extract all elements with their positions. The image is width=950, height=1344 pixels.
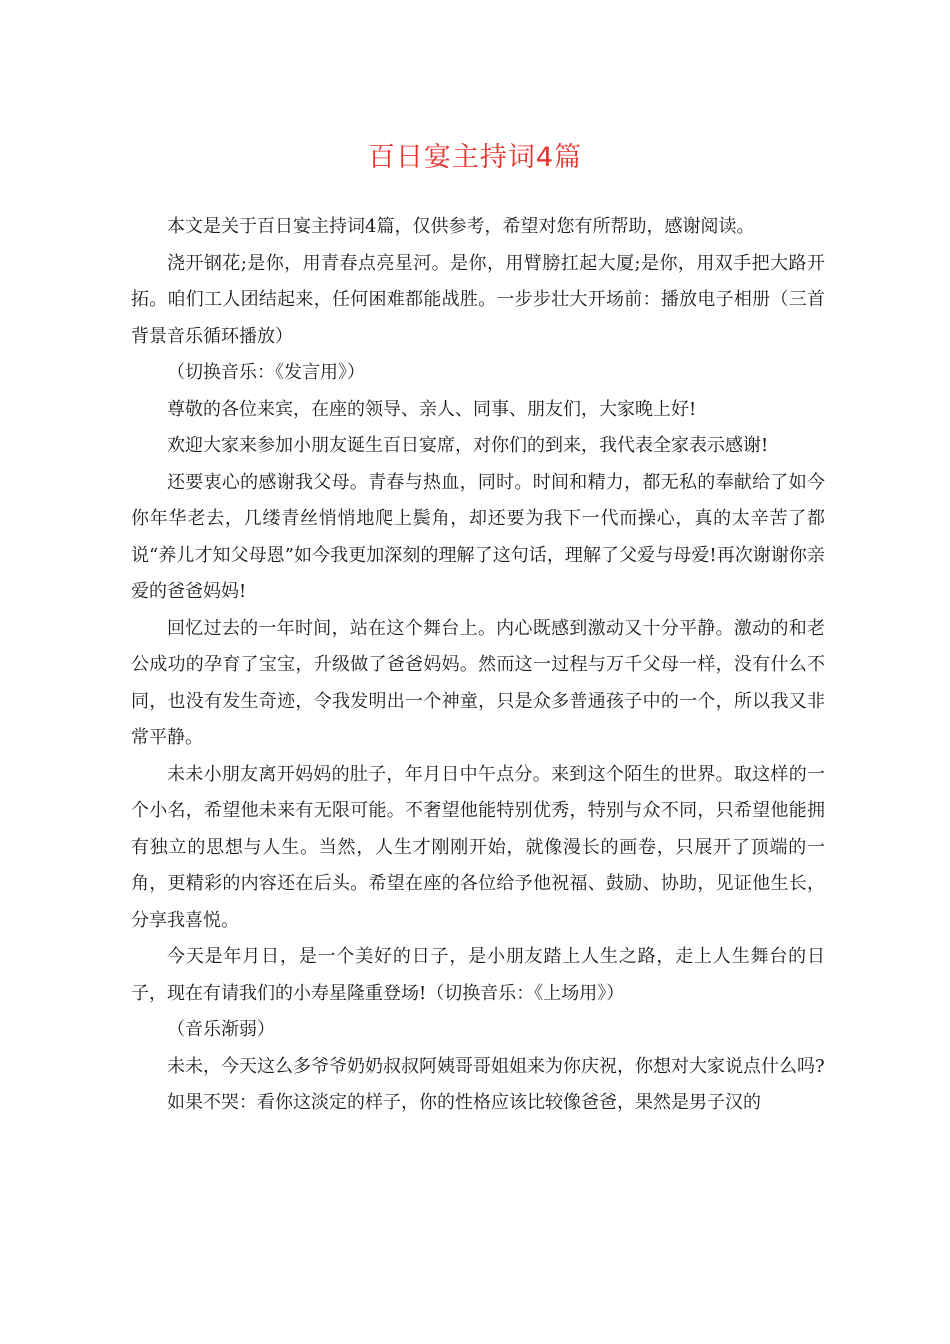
document-title: 百日宴主持词4篇 — [367, 142, 583, 173]
paragraph-opening: 浇开钢花;是你，用青春点亮星河。是你，用臂膀扛起大厦;是你，用双手把大路开拓。咱们工人团结起来，任何困难都能战胜。一步步壮大开场前：播放电子相册（三首背景音乐循环播放） — [131, 252, 825, 347]
paragraph-music-fade: （音乐渐弱） — [167, 1019, 275, 1040]
paragraph-if-not-crying: 如果不哭：看你这淡定的样子，你的性格应该比较像爸爸，果然是男子汉的 — [167, 1092, 761, 1113]
paragraph-greeting: 尊敬的各位来宾，在座的领导、亲人、同事、朋友们，大家晚上好! — [167, 398, 697, 420]
paragraph-welcome: 欢迎大家来参加小朋友诞生百日宴席，对你们的到来，我代表全家表示感谢! — [167, 435, 769, 456]
paragraph-today: 今天是年月日，是一个美好的日子，是小朋友踏上人生之路，走上人生舞台的日子，现在有请我们的小寿星隆重登场!（切换音乐：《上场用》） — [131, 946, 825, 1004]
paragraph-intro: 本文是关于百日宴主持词4篇，仅供参考，希望对您有所帮助，感谢阅读。 — [167, 216, 755, 237]
document-body — [131, 209, 825, 1122]
paragraph-recollection: 回忆过去的一年时间，站在这个舞台上。内心既感到激动又十分平静。激动的和老公成功的孕育了宝宝，升级做了爸爸妈妈。然而这一过程与万千父母一样，没有什么不同，也没有发生奇迹，令我发明出一个神童，只是众多普通孩子中的一个，所以我又非常平静。 — [131, 617, 825, 748]
paragraph-music-switch-speech: （切换音乐：《发言用》） — [167, 362, 365, 383]
paragraph-baby-birth: 未未小朋友离开妈妈的肚子，年月日中午点分。来到这个陌生的世界。取这样的一个小名，希望他未来有无限可能。不奢望他能特别优秀，特别与众不同，只希望他能拥有独立的思想与人生。当然，人生才刚刚开始，就像漫长的画卷，只展开了顶端的一角，更精彩的内容还在后头。希望在座的各位给予他祝福、鼓励、协助，见证他生长，分享我喜悦。 — [131, 763, 825, 931]
paragraph-thanks-parents: 还要衷心的感谢我父母。青春与热血，同时。时间和精力，都无私的奉献给了如今你年华老去，几缕青丝悄悄地爬上鬓角，却还要为我下一代而操心，真的太辛苦了都说“养儿才知父母恩”如今我更加深刻的理解了这句话，理解了父爱与母爱!再次谢谢你亲爱的爸爸妈妈! — [131, 471, 825, 602]
paragraph-question: 未未，今天这么多爷爷奶奶叔叔阿姨哥哥姐姐来为你庆祝，你想对大家说点什么吗? — [167, 1055, 825, 1077]
